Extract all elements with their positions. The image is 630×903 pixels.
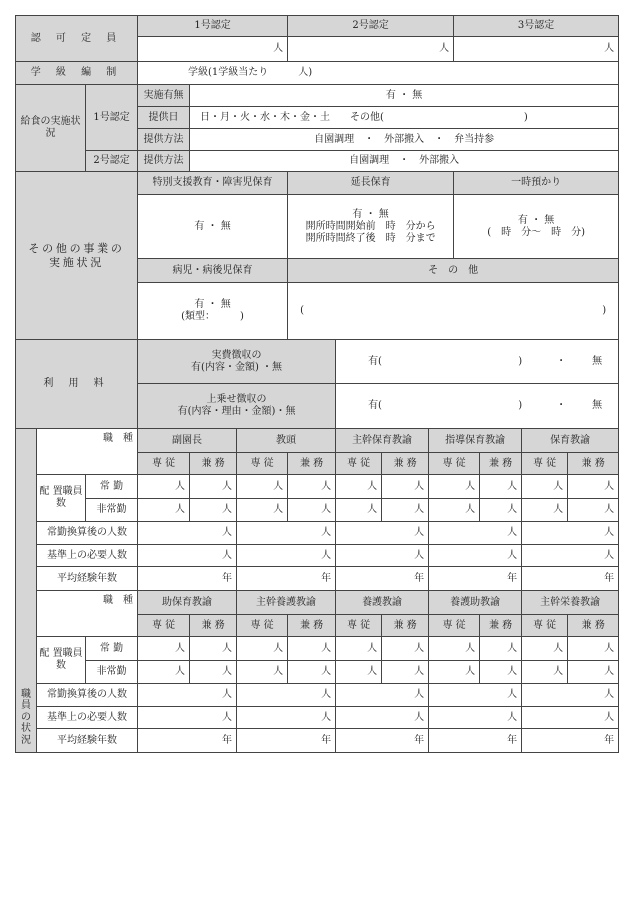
sonota-value-byoji[interactable]	[138, 283, 288, 340]
haichi-label-1: 配 置職員数	[37, 475, 86, 522]
cell-2-jokin-4k[interactable]: 人	[480, 637, 522, 661]
nintei-label: 認 可 定 員	[16, 16, 138, 62]
riyoryo-r1-value[interactable]	[336, 340, 619, 384]
other-open-paren: (	[300, 305, 304, 316]
ken-2-2: 兼 務	[288, 615, 336, 637]
shokushu-label-1: 職 種	[37, 429, 138, 475]
ichiji-ari-mu: 有 ・ 無	[517, 214, 555, 226]
hijokin-label-2: 非常勤	[86, 661, 138, 684]
other-close-paren: )	[602, 305, 607, 316]
cell-2-jokin-3s[interactable]: 人	[336, 637, 382, 661]
cell-2-jokin-5k[interactable]: 人	[568, 637, 619, 661]
cell-2-hijo-1k[interactable]: 人	[190, 661, 237, 684]
nintei-header-3: 3号認定	[454, 16, 619, 37]
role-1-3: 主幹保育教諭	[336, 429, 429, 453]
cell-1-jokin-1k[interactable]: 人	[190, 475, 237, 499]
sen-1-5: 専 従	[522, 453, 568, 475]
sonota-header-encho: 延長保育	[288, 172, 454, 195]
cell-1-hijo-5s[interactable]: 人	[522, 499, 568, 522]
cell-2-jokin-2k[interactable]: 人	[288, 637, 336, 661]
sen-2-1: 専 従	[138, 615, 190, 637]
cell-1-jokin-5k[interactable]: 人	[568, 475, 619, 499]
cell-2-hijo-3k[interactable]: 人	[382, 661, 429, 684]
kijun-2-3[interactable]: 人	[336, 707, 429, 729]
riyoryo-r2-value[interactable]	[336, 384, 619, 429]
riyoryo-r1-ari: 有(	[368, 355, 382, 367]
sonota-header-ichiji: 一時預かり	[454, 172, 619, 195]
cell-2-hijo-5k[interactable]: 人	[568, 661, 619, 684]
cell-1-hijo-3s[interactable]: 人	[336, 499, 382, 522]
keiken-2-2[interactable]: 年	[237, 729, 336, 753]
riyoryo-r1-dot: ・	[556, 355, 567, 367]
ken-2-3: 兼 務	[382, 615, 429, 637]
ken-2-5: 兼 務	[568, 615, 619, 637]
ken-1-5: 兼 務	[568, 453, 619, 475]
hijokin-label-1: 非常勤	[86, 499, 138, 522]
ken-1-2: 兼 務	[288, 453, 336, 475]
cell-2-jokin-3k[interactable]: 人	[382, 637, 429, 661]
riyoryo-r2-close: )	[518, 400, 523, 411]
cell-1-hijo-4s[interactable]: 人	[429, 499, 480, 522]
kyushoku-r3-label: 提供方法	[138, 129, 190, 151]
ken-1-4: 兼 務	[480, 453, 522, 475]
jokin-label-2: 常 勤	[86, 637, 138, 661]
cell-1-hijo-4k[interactable]: 人	[480, 499, 522, 522]
sonota-header-special: 特別支援教育・障害児保育	[138, 172, 288, 195]
cell-2-hijo-5s[interactable]: 人	[522, 661, 568, 684]
role-1-1: 副園長	[138, 429, 237, 453]
keiken-label-2: 平均経験年数	[37, 729, 138, 753]
keiken-1-1[interactable]: 年	[138, 567, 237, 591]
sen-2-3: 専 従	[336, 615, 382, 637]
cell-1-hijo-1s[interactable]: 人	[138, 499, 190, 522]
kansan-1-5[interactable]: 人	[522, 522, 619, 545]
cell-1-jokin-3k[interactable]: 人	[382, 475, 429, 499]
riyoryo-r2-dot: ・	[556, 400, 567, 411]
sen-1-3: 専 従	[336, 453, 382, 475]
sen-2-2: 専 従	[237, 615, 288, 637]
kijun-label-2: 基準上の必要人数	[37, 707, 138, 729]
role-1-4: 指導保育教諭	[429, 429, 522, 453]
keiken-2-3[interactable]: 年	[336, 729, 429, 753]
kansan-1-3[interactable]: 人	[336, 522, 429, 545]
kansan-1-1[interactable]: 人	[138, 522, 237, 545]
role-2-2: 主幹養護教諭	[237, 591, 336, 615]
sen-1-1: 専 従	[138, 453, 190, 475]
sonota-value-special[interactable]: 有 ・ 無	[138, 195, 288, 259]
keiken-2-5[interactable]: 年	[522, 729, 619, 753]
kyushoku-r1-label: 実施有無	[138, 85, 190, 107]
sen-1-4: 専 従	[429, 453, 480, 475]
sonota-label: その他の事業の実施状況	[16, 172, 138, 340]
riyoryo-r1-label-line2: 有(内容・金額) ・無	[191, 361, 283, 373]
cell-1-jokin-2k[interactable]: 人	[288, 475, 336, 499]
kyushoku-group-2: 2号認定	[86, 151, 138, 172]
sonota-value-other[interactable]	[288, 283, 619, 340]
byoji-type: (類型： )	[181, 311, 244, 322]
nintei-header-1: 1号認定	[138, 16, 288, 37]
kyushoku-r3-value[interactable]: 自園調理 ・ 外部搬入 ・ 弁当持参	[190, 129, 619, 151]
nintei-value-3[interactable]: 人	[454, 37, 619, 62]
kansan-2-5[interactable]: 人	[522, 684, 619, 707]
kijun-2-4[interactable]: 人	[429, 707, 522, 729]
keiken-1-5[interactable]: 年	[522, 567, 619, 591]
kyushoku-label: 給食の実施状況	[16, 85, 86, 172]
application-form	[15, 15, 619, 753]
kyushoku-r2-label: 提供日	[138, 107, 190, 129]
cell-1-jokin-1s[interactable]: 人	[138, 475, 190, 499]
shokushu-label-2: 職 種	[37, 591, 138, 637]
ken-2-4: 兼 務	[480, 615, 522, 637]
sonota-header-byoji: 病児・病後児保育	[138, 259, 288, 283]
kijun-1-3[interactable]: 人	[336, 545, 429, 567]
cell-1-jokin-4k[interactable]: 人	[480, 475, 522, 499]
riyoryo-r1-label	[138, 340, 336, 384]
keiken-2-4[interactable]: 年	[429, 729, 522, 753]
ken-1-3: 兼 務	[382, 453, 429, 475]
nintei-value-2[interactable]: 人	[288, 37, 454, 62]
kyushoku-r2-value[interactable]: 日・月・火・水・木・金・土 その他( )	[190, 107, 619, 129]
riyoryo-r1-close: )	[518, 355, 523, 367]
sen-2-4: 専 従	[429, 615, 480, 637]
encho-after: 開所時間終了後 時 分まで	[305, 232, 436, 244]
cell-2-jokin-5s[interactable]: 人	[522, 637, 568, 661]
cell-2-hijo-2k[interactable]: 人	[288, 661, 336, 684]
kyushoku-r4-value[interactable]: 自園調理 ・ 外部搬入	[190, 151, 619, 172]
nintei-value-1[interactable]: 人	[138, 37, 288, 62]
cell-2-hijo-3s[interactable]: 人	[336, 661, 382, 684]
kyushoku-r4-label: 提供方法	[138, 151, 190, 172]
kijun-2-1[interactable]: 人	[138, 707, 237, 729]
kansan-2-4[interactable]: 人	[429, 684, 522, 707]
keiken-1-2[interactable]: 年	[237, 567, 336, 591]
kansan-1-2[interactable]: 人	[237, 522, 336, 545]
kijun-1-5[interactable]: 人	[522, 545, 619, 567]
cell-1-jokin-2s[interactable]: 人	[237, 475, 288, 499]
shokuin-side-text: 職 員 の 状 況	[21, 688, 31, 746]
role-2-5: 主幹栄養教諭	[522, 591, 619, 615]
kijun-2-2[interactable]: 人	[237, 707, 336, 729]
cell-2-hijo-2s[interactable]: 人	[237, 661, 288, 684]
sonota-value-ichiji[interactable]	[454, 195, 619, 259]
cell-2-jokin-1k[interactable]: 人	[190, 637, 237, 661]
cell-2-hijo-1s[interactable]: 人	[138, 661, 190, 684]
role-2-3: 養護教諭	[336, 591, 429, 615]
cell-2-jokin-2s[interactable]: 人	[237, 637, 288, 661]
riyoryo-r2-mu: 無	[592, 400, 603, 411]
keiken-2-1[interactable]: 年	[138, 729, 237, 753]
cell-1-hijo-2s[interactable]: 人	[237, 499, 288, 522]
kansan-2-2[interactable]: 人	[237, 684, 336, 707]
gakkyu-label: 学 級 編 制	[16, 62, 138, 85]
cell-2-jokin-4s[interactable]: 人	[429, 637, 480, 661]
cell-1-hijo-5k[interactable]: 人	[568, 499, 619, 522]
cell-2-jokin-1s[interactable]: 人	[138, 637, 190, 661]
sen-1-2: 専 従	[237, 453, 288, 475]
ichiji-time: ( 時 分～ 時 分)	[487, 226, 586, 238]
kansan-2-3[interactable]: 人	[336, 684, 429, 707]
cell-1-hijo-2k[interactable]: 人	[288, 499, 336, 522]
kijun-2-5[interactable]: 人	[522, 707, 619, 729]
kijun-1-1[interactable]: 人	[138, 545, 237, 567]
cell-1-jokin-4s[interactable]: 人	[429, 475, 480, 499]
kansan-label-2: 常勤換算後の人数	[37, 684, 138, 707]
riyoryo-label: 利 用 料	[16, 340, 138, 429]
sen-2-5: 専 従	[522, 615, 568, 637]
keiken-label-1: 平均経験年数	[37, 567, 138, 591]
riyoryo-r2-label-line2: 有(内容・理由・金額)・無	[177, 406, 296, 417]
cell-1-jokin-3s[interactable]: 人	[336, 475, 382, 499]
jokin-label-1: 常 勤	[86, 475, 138, 499]
keiken-1-4[interactable]: 年	[429, 567, 522, 591]
kijun-1-4[interactable]: 人	[429, 545, 522, 567]
cell-2-hijo-4s[interactable]: 人	[429, 661, 480, 684]
kansan-2-1[interactable]: 人	[138, 684, 237, 707]
kijun-label-1: 基準上の必要人数	[37, 545, 138, 567]
kansan-label-1: 常勤換算後の人数	[37, 522, 138, 545]
riyoryo-r1-mu: 無	[592, 355, 603, 367]
cell-1-hijo-3k[interactable]: 人	[382, 499, 429, 522]
role-1-2: 教頭	[237, 429, 336, 453]
ken-2-1: 兼 務	[190, 615, 237, 637]
cell-1-jokin-5s[interactable]: 人	[522, 475, 568, 499]
sonota-header-other: そ の 他	[288, 259, 619, 283]
shokuin-side-label	[16, 429, 37, 753]
role-2-4: 養護助教諭	[429, 591, 522, 615]
encho-before: 開所時間開始前 時 分から	[305, 220, 436, 232]
nintei-header-2: 2号認定	[288, 16, 454, 37]
ken-1-1: 兼 務	[190, 453, 237, 475]
riyoryo-r1-label-line1: 実費徴収の	[211, 349, 262, 361]
gakkyu-value[interactable]: 学級(1学級当たり 人)	[138, 62, 619, 85]
sonota-value-encho[interactable]	[288, 195, 454, 259]
kijun-1-2[interactable]: 人	[237, 545, 336, 567]
kansan-1-4[interactable]: 人	[429, 522, 522, 545]
haichi-label-2: 配 置職員数	[37, 637, 86, 684]
byoji-ari-mu: 有 ・ 無	[194, 299, 231, 310]
kyushoku-r1-value[interactable]: 有 ・ 無	[190, 85, 619, 107]
cell-2-hijo-4k[interactable]: 人	[480, 661, 522, 684]
riyoryo-r2-label-line1: 上乗せ徴収の	[206, 394, 267, 405]
kyushoku-group-1: 1号認定	[86, 85, 138, 151]
role-2-1: 助保育教諭	[138, 591, 237, 615]
keiken-1-3[interactable]: 年	[336, 567, 429, 591]
riyoryo-r2-label	[138, 384, 336, 429]
encho-ari-mu: 有 ・ 無	[352, 208, 389, 220]
riyoryo-r2-ari: 有(	[368, 400, 382, 411]
role-1-5: 保育教諭	[522, 429, 619, 453]
cell-1-hijo-1k[interactable]: 人	[190, 499, 237, 522]
